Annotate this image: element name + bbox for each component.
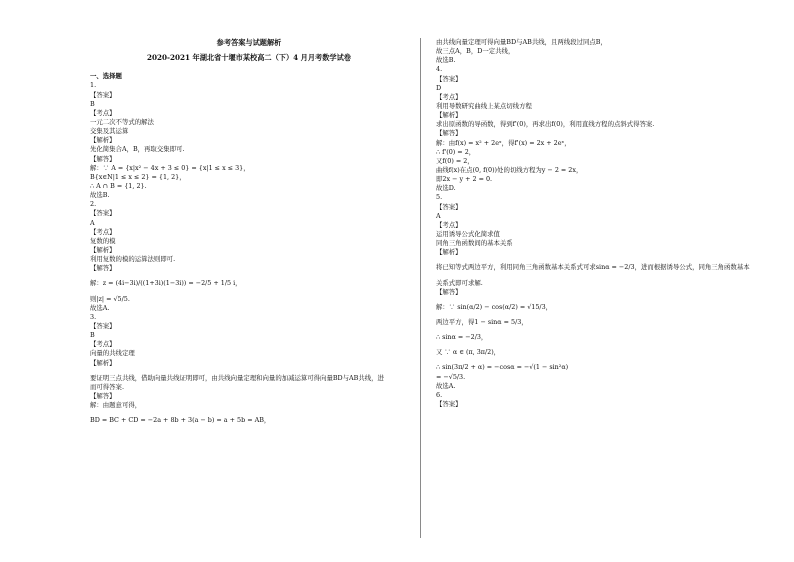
- text-line: 由共线向量定理可得向量BD与AB共线，且两线段过同点B，: [436, 38, 607, 46]
- text-line: 又f(0) = 2，: [436, 156, 474, 165]
- text-line: 6.: [436, 390, 443, 399]
- text-line: 【解析】: [90, 136, 116, 145]
- text-line: B: [90, 99, 95, 108]
- text-line: 5.: [436, 193, 443, 202]
- text-line: 先化简集合A，B，再取交集即可.: [90, 145, 185, 154]
- text-line: 求出原函数的导函数，得到f'(0)，再求出f(0)，利用直线方程的点斜式得答案.: [436, 120, 655, 129]
- text-line: 曲线f(x)在点(0, f(0))处的切线方程为y − 2 = 2x，: [436, 165, 583, 174]
- text-line: 【解答】: [436, 287, 462, 296]
- text-line: 解：z = (4i−3i)/((1+3i)(1−3i)) = −2/5 + 1/5 i，: [90, 279, 242, 288]
- text-line: 【解答】: [90, 391, 116, 400]
- text-line: 【解析】: [90, 245, 116, 254]
- text-line: B{x∈N|1 ≤ x ≤ 2} = {1, 2}，: [90, 172, 186, 181]
- text-line: 关系式即可求解.: [436, 278, 483, 287]
- text-line: 故选B.: [436, 56, 456, 65]
- text-line: 解：由f(x) = x² + 2eˣ，得f'(x) = 2x + 2eˣ，: [436, 138, 571, 147]
- text-line: 要证明三点共线，借助向量共线证明即可，由共线向量定理和向量的加减运算可得向量BD与AB共线，进: [90, 373, 384, 382]
- text-line: 运用诱导公式化简求值: [436, 229, 500, 238]
- text-line: 故选A.: [436, 381, 456, 390]
- text-line: 【答案】: [90, 90, 116, 99]
- text-line: BD = BC + CD = −2a + 8b + 3(a − b) = a + 5b = AB，: [90, 416, 271, 425]
- text-line: 两边平方，得1 − sinα = 5/3，: [436, 317, 528, 326]
- text-line: = −√5/3.: [436, 372, 466, 381]
- text-line: 【答案】: [436, 74, 462, 83]
- text-line: 1.: [90, 81, 97, 90]
- text-line: 将已知等式两边平方，利用同角三角函数基本关系式可求sinα = −2/3，进而根据诱导公式，同角三角函数基本: [436, 263, 750, 272]
- text-line: 【考点】: [436, 92, 462, 101]
- text-line: 向量的共线定理: [90, 349, 135, 358]
- section-heading: 一、选择题: [90, 72, 122, 81]
- text-line: 故选D.: [436, 184, 456, 193]
- text-line: 交集及其运算: [90, 127, 129, 136]
- left-column: [90, 38, 408, 425]
- text-line: 【解答】: [90, 154, 116, 163]
- text-line: B: [90, 331, 95, 340]
- text-line: 解：∵ sin(α/2) − cos(α/2) = √15/3，: [436, 302, 553, 311]
- text-line: 故选A.: [90, 303, 110, 312]
- text-line: 一元二次不等式的解法: [90, 117, 154, 126]
- text-line: 故三点A，B，D一定共线，: [436, 47, 515, 56]
- text-line: 【答案】: [90, 209, 116, 218]
- doc-subtitle: 2020-2021 年湖北省十堰市某校高二（下）4 月月考数学试卷: [147, 53, 351, 63]
- text-line: 【解答】: [90, 264, 116, 273]
- text-line: 同角三角函数间的基本关系: [436, 239, 513, 248]
- text-line: 【解析】: [90, 358, 116, 367]
- text-line: 2.: [90, 200, 97, 209]
- text-line: 利用导数研究曲线上某点切线方程: [436, 101, 532, 110]
- text-line: A: [436, 211, 441, 220]
- text-line: A: [90, 218, 95, 227]
- text-line: ∴ sin(3π/2 + α) = −cosα = −√(1 − sin²α): [436, 363, 569, 372]
- text-line: 【考点】: [90, 227, 116, 236]
- text-line: 【答案】: [436, 202, 462, 211]
- column-divider: [420, 38, 421, 538]
- text-line: 【考点】: [436, 220, 462, 229]
- text-line: 则|z| = √5/5.: [90, 294, 130, 303]
- text-line: 【考点】: [90, 340, 116, 349]
- text-line: 故选B.: [90, 191, 110, 200]
- text-line: 即2x − y + 2 = 0.: [436, 175, 493, 184]
- right-column: [436, 38, 756, 409]
- text-line: 解：∵ A = {x|x² − 4x + 3 ≤ 0} = {x|1 ≤ x ≤ 3}，: [90, 163, 250, 172]
- text-line: ∴ A ∩ B = {1, 2}.: [90, 181, 147, 190]
- text-line: ∴ f'(0) = 2，: [436, 147, 476, 156]
- text-line: 【答案】: [90, 321, 116, 330]
- doc-title: 参考答案与试题解析: [216, 38, 282, 47]
- text-line: 复数的模: [90, 236, 116, 245]
- text-line: 又 ∵ α ∈ (π, 3π/2)，: [436, 348, 501, 357]
- text-line: 而可得答案.: [90, 382, 124, 391]
- text-line: 3.: [90, 312, 97, 321]
- text-line: 【解析】: [436, 248, 462, 257]
- text-line: 解：由题意可得，: [90, 401, 142, 410]
- text-line: 【解答】: [436, 129, 462, 138]
- text-line: 【答案】: [436, 399, 462, 408]
- text-line: 【考点】: [90, 108, 116, 117]
- text-line: ∴ sinα = −2/3，: [436, 333, 488, 342]
- text-line: 【解析】: [436, 111, 462, 120]
- text-line: 4.: [436, 65, 443, 74]
- text-line: 利用复数的模的运算法则即可.: [90, 255, 176, 264]
- text-line: D: [436, 83, 442, 92]
